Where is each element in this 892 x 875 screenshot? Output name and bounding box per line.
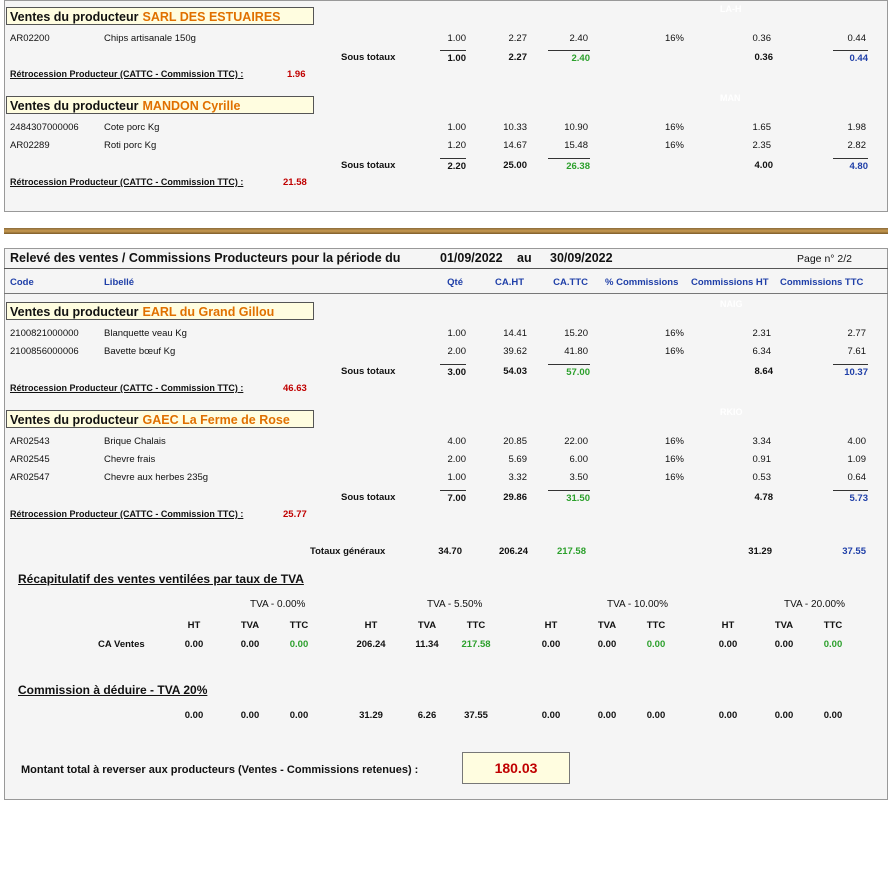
item-code: AR02289 — [10, 140, 50, 151]
item-code: AR02200 — [10, 33, 50, 44]
commission-value: 0.00 — [718, 710, 738, 721]
vat-subcol-header: HT — [364, 620, 378, 631]
producer-name: GAEC La Ferme de Rose — [142, 413, 290, 427]
producer-header — [6, 7, 314, 25]
column-header-ca-ttc: CA.TTC — [553, 277, 588, 288]
column-header-qte: Qté — [447, 277, 463, 288]
period-separator: au — [517, 251, 532, 265]
subtotal-ca-ht: 25.00 — [503, 160, 527, 171]
item-com-ht: 2.31 — [752, 328, 771, 339]
vat-value: 0.00 — [240, 639, 260, 650]
vat-value: 206.24 — [356, 639, 386, 650]
subtotal-ca-ttc: 26.38 — [548, 158, 590, 172]
subtotal-com-ht: 4.78 — [754, 492, 773, 503]
subtotal-com-ht: 8.64 — [754, 366, 773, 377]
column-header-commissions-ht: Commissions HT — [691, 277, 769, 288]
item-code: 2484307000006 — [10, 122, 79, 133]
item-ca-ht: 5.69 — [508, 454, 527, 465]
vat-value: 0.00 — [718, 639, 738, 650]
commission-value: 0.00 — [184, 710, 204, 721]
subtotal-com-ht: 4.00 — [754, 160, 773, 171]
vat-subcol-header: TTC — [289, 620, 309, 631]
vat-subcol-header: HT — [544, 620, 558, 631]
item-label: Blanquette veau Kg — [104, 328, 187, 339]
vat-value: 0.00 — [289, 639, 309, 650]
column-header-rule — [4, 293, 888, 294]
subtotal-label: Sous totaux — [341, 160, 396, 171]
item-ca-ttc: 2.40 — [569, 33, 588, 44]
retrocession-label: Rétrocession Producteur (CATTC - Commission TTC) : — [10, 383, 244, 393]
producer-header — [6, 96, 314, 114]
item-code: AR02547 — [10, 472, 50, 483]
producer-code-tag: LA-H — [720, 4, 742, 14]
subtotal-ca-ht: 54.03 — [503, 366, 527, 377]
period-start-date: 01/09/2022 — [440, 251, 503, 265]
item-ca-ttc: 6.00 — [569, 454, 588, 465]
item-label: Chevre aux herbes 235g — [104, 472, 209, 483]
item-pct: 16% — [664, 328, 684, 339]
item-pct: 16% — [664, 454, 684, 465]
subtotal-ca-ht: 29.86 — [503, 492, 527, 503]
item-com-ttc: 4.00 — [847, 436, 866, 447]
item-label: Cote porc Kg — [104, 122, 160, 133]
subtotal-com-ttc: 0.44 — [833, 50, 868, 64]
vat-subcol-header: TTC — [646, 620, 666, 631]
item-com-ht: 0.36 — [752, 33, 771, 44]
subtotal-com-ht: 0.36 — [754, 52, 773, 63]
vat-subcol-header: TVA — [240, 620, 260, 631]
subtotal-qty: 3.00 — [440, 364, 466, 378]
item-ca-ht: 20.85 — [503, 436, 527, 447]
commission-value: 0.00 — [240, 710, 260, 721]
item-pct: 16% — [664, 436, 684, 447]
producer-label: Ventes du producteur — [10, 99, 139, 113]
subtotal-ca-ttc: 31.50 — [548, 490, 590, 504]
item-pct: 16% — [664, 472, 684, 483]
item-code: AR02545 — [10, 454, 50, 465]
producer-header — [6, 410, 314, 428]
report-title: Relevé des ventes / Commissions Producteurs pour la période du — [10, 251, 401, 265]
vat-subcol-header: TTC — [466, 620, 486, 631]
vat-subcol-header: TVA — [774, 620, 794, 631]
vat-value: 0.00 — [597, 639, 617, 650]
item-label: Chevre frais — [104, 454, 156, 465]
item-com-ttc: 2.82 — [847, 140, 866, 151]
item-ca-ht: 2.27 — [508, 33, 527, 44]
producer-header — [6, 302, 314, 320]
producer-name: MANDON Cyrille — [142, 99, 241, 113]
subtotal-ca-ttc: 2.40 — [548, 50, 590, 64]
item-qty: 1.20 — [447, 140, 466, 151]
header-rule — [4, 268, 888, 269]
item-pct: 16% — [664, 346, 684, 357]
commission-value: 0.00 — [774, 710, 794, 721]
grand-total-ca-ttc: 217.58 — [556, 546, 586, 557]
item-qty: 1.00 — [447, 328, 466, 339]
item-com-ttc: 1.09 — [847, 454, 866, 465]
vat-summary-title: Récapitulatif des ventes ventilées par taux de TVA — [18, 572, 304, 586]
producer-code-tag: MAN — [720, 93, 741, 103]
vat-value: 0.00 — [541, 639, 561, 650]
vat-subcol-header: TTC — [823, 620, 843, 631]
retrocession-value: 25.77 — [283, 509, 307, 520]
grand-total-ca-ht: 206.24 — [498, 546, 528, 557]
item-com-ttc: 0.64 — [847, 472, 866, 483]
item-com-ttc: 2.77 — [847, 328, 866, 339]
vat-rate-label: TVA - 20.00% — [784, 599, 845, 610]
item-com-ht: 2.35 — [752, 140, 771, 151]
item-qty: 1.00 — [447, 33, 466, 44]
producer-name: EARL du Grand Gillou — [142, 305, 275, 319]
subtotal-com-ttc: 10.37 — [833, 364, 868, 378]
producer-label: Ventes du producteur — [10, 413, 139, 427]
page-number: Page n° 2/2 — [797, 253, 852, 265]
item-com-ht: 1.65 — [752, 122, 771, 133]
subtotal-ca-ttc: 57.00 — [548, 364, 590, 378]
final-amount-box: 180.03 — [462, 752, 570, 784]
column-header-code: Code — [10, 277, 34, 288]
vat-subcol-header: TVA — [417, 620, 437, 631]
retrocession-value: 46.63 — [283, 383, 307, 394]
column-header-pct-commissions: % Commissions — [605, 277, 679, 288]
retrocession-value: 21.58 — [283, 177, 307, 188]
subtotal-com-ttc: 4.80 — [833, 158, 868, 172]
item-label: Roti porc Kg — [104, 140, 157, 151]
period-end-date: 30/09/2022 — [550, 251, 613, 265]
item-com-ttc: 7.61 — [847, 346, 866, 357]
subtotal-label: Sous totaux — [341, 492, 396, 503]
item-qty: 1.00 — [447, 472, 466, 483]
vat-rate-label: TVA - 10.00% — [607, 599, 668, 610]
vat-value: 0.00 — [184, 639, 204, 650]
item-com-ht: 3.34 — [752, 436, 771, 447]
commission-value: 37.55 — [464, 710, 488, 721]
item-label: Brique Chalais — [104, 436, 166, 447]
item-ca-ttc: 15.48 — [564, 140, 588, 151]
item-code: 2100821000000 — [10, 328, 79, 339]
vat-value: 11.34 — [415, 639, 439, 650]
item-ca-ttc: 15.20 — [564, 328, 588, 339]
commission-value: 0.00 — [289, 710, 309, 721]
producer-label: Ventes du producteur — [10, 10, 139, 24]
subtotal-qty: 7.00 — [440, 490, 466, 504]
item-pct: 16% — [664, 33, 684, 44]
page-separator — [4, 228, 888, 234]
item-label: Bavette bœuf Kg — [104, 346, 176, 357]
item-pct: 16% — [664, 140, 684, 151]
item-ca-ht: 39.62 — [503, 346, 527, 357]
item-ca-ttc: 41.80 — [564, 346, 588, 357]
subtotal-qty: 2.20 — [440, 158, 466, 172]
commission-title: Commission à déduire - TVA 20% — [18, 683, 208, 697]
item-com-ttc: 0.44 — [847, 33, 866, 44]
item-qty: 2.00 — [447, 454, 466, 465]
commission-value: 31.29 — [359, 710, 383, 721]
vat-value: 0.00 — [646, 639, 666, 650]
vat-value: 217.58 — [461, 639, 491, 650]
producer-label: Ventes du producteur — [10, 305, 139, 319]
subtotal-label: Sous totaux — [341, 366, 396, 377]
item-code: 2100856000006 — [10, 346, 79, 357]
item-qty: 1.00 — [447, 122, 466, 133]
vat-rate-label: TVA - 5.50% — [427, 599, 483, 610]
commission-value: 0.00 — [646, 710, 666, 721]
item-ca-ttc: 3.50 — [569, 472, 588, 483]
retrocession-value: 1.96 — [287, 69, 306, 80]
producer-name: SARL DES ESTUAIRES — [142, 10, 281, 24]
item-ca-ht: 14.67 — [503, 140, 527, 151]
vat-value: 0.00 — [823, 639, 843, 650]
item-ca-ht: 10.33 — [503, 122, 527, 133]
item-code: AR02543 — [10, 436, 50, 447]
commission-value: 0.00 — [823, 710, 843, 721]
retrocession-label: Rétrocession Producteur (CATTC - Commission TTC) : — [10, 69, 244, 79]
commission-value: 0.00 — [541, 710, 561, 721]
item-ca-ttc: 22.00 — [564, 436, 588, 447]
subtotal-label: Sous totaux — [341, 52, 396, 63]
item-label: Chips artisanale 150g — [104, 33, 196, 44]
item-ca-ttc: 10.90 — [564, 122, 588, 133]
commission-value: 0.00 — [597, 710, 617, 721]
vat-rate-label: TVA - 0.00% — [250, 599, 306, 610]
vat-subcol-header: HT — [187, 620, 201, 631]
ca-ventes-label: CA Ventes — [98, 639, 145, 650]
vat-value: 0.00 — [774, 639, 794, 650]
item-com-ht: 0.91 — [752, 454, 771, 465]
item-ca-ht: 3.32 — [508, 472, 527, 483]
commission-value: 6.26 — [417, 710, 437, 721]
vat-subcol-header: TVA — [597, 620, 617, 631]
grand-total-com-ht: 31.29 — [748, 546, 772, 557]
item-com-ht: 0.53 — [752, 472, 771, 483]
item-pct: 16% — [664, 122, 684, 133]
item-com-ttc: 1.98 — [847, 122, 866, 133]
column-header-ca-ht: CA.HT — [494, 277, 524, 288]
grand-total-com-ttc: 37.55 — [842, 546, 866, 557]
final-amount-label: Montant total à reverser aux producteurs (Ventes - Commissions retenues) : — [21, 764, 419, 776]
item-qty: 2.00 — [447, 346, 466, 357]
column-header-commissions-ttc: Commissions TTC — [780, 277, 864, 288]
grand-totals-label: Totaux généraux — [310, 546, 386, 557]
item-com-ht: 6.34 — [752, 346, 771, 357]
retrocession-label: Rétrocession Producteur (CATTC - Commission TTC) : — [10, 509, 244, 519]
vat-subcol-header: HT — [721, 620, 735, 631]
subtotal-com-ttc: 5.73 — [833, 490, 868, 504]
subtotal-qty: 1.00 — [440, 50, 466, 64]
retrocession-label: Rétrocession Producteur (CATTC - Commission TTC) : — [10, 177, 244, 187]
subtotal-ca-ht: 2.27 — [508, 52, 527, 63]
producer-code-tag: NAIG — [720, 299, 743, 309]
column-header-libelle: Libellé — [104, 277, 135, 288]
grand-total-qty: 34.70 — [438, 546, 462, 557]
item-ca-ht: 14.41 — [503, 328, 527, 339]
item-qty: 4.00 — [447, 436, 466, 447]
producer-code-tag: RKIO — [720, 407, 743, 417]
